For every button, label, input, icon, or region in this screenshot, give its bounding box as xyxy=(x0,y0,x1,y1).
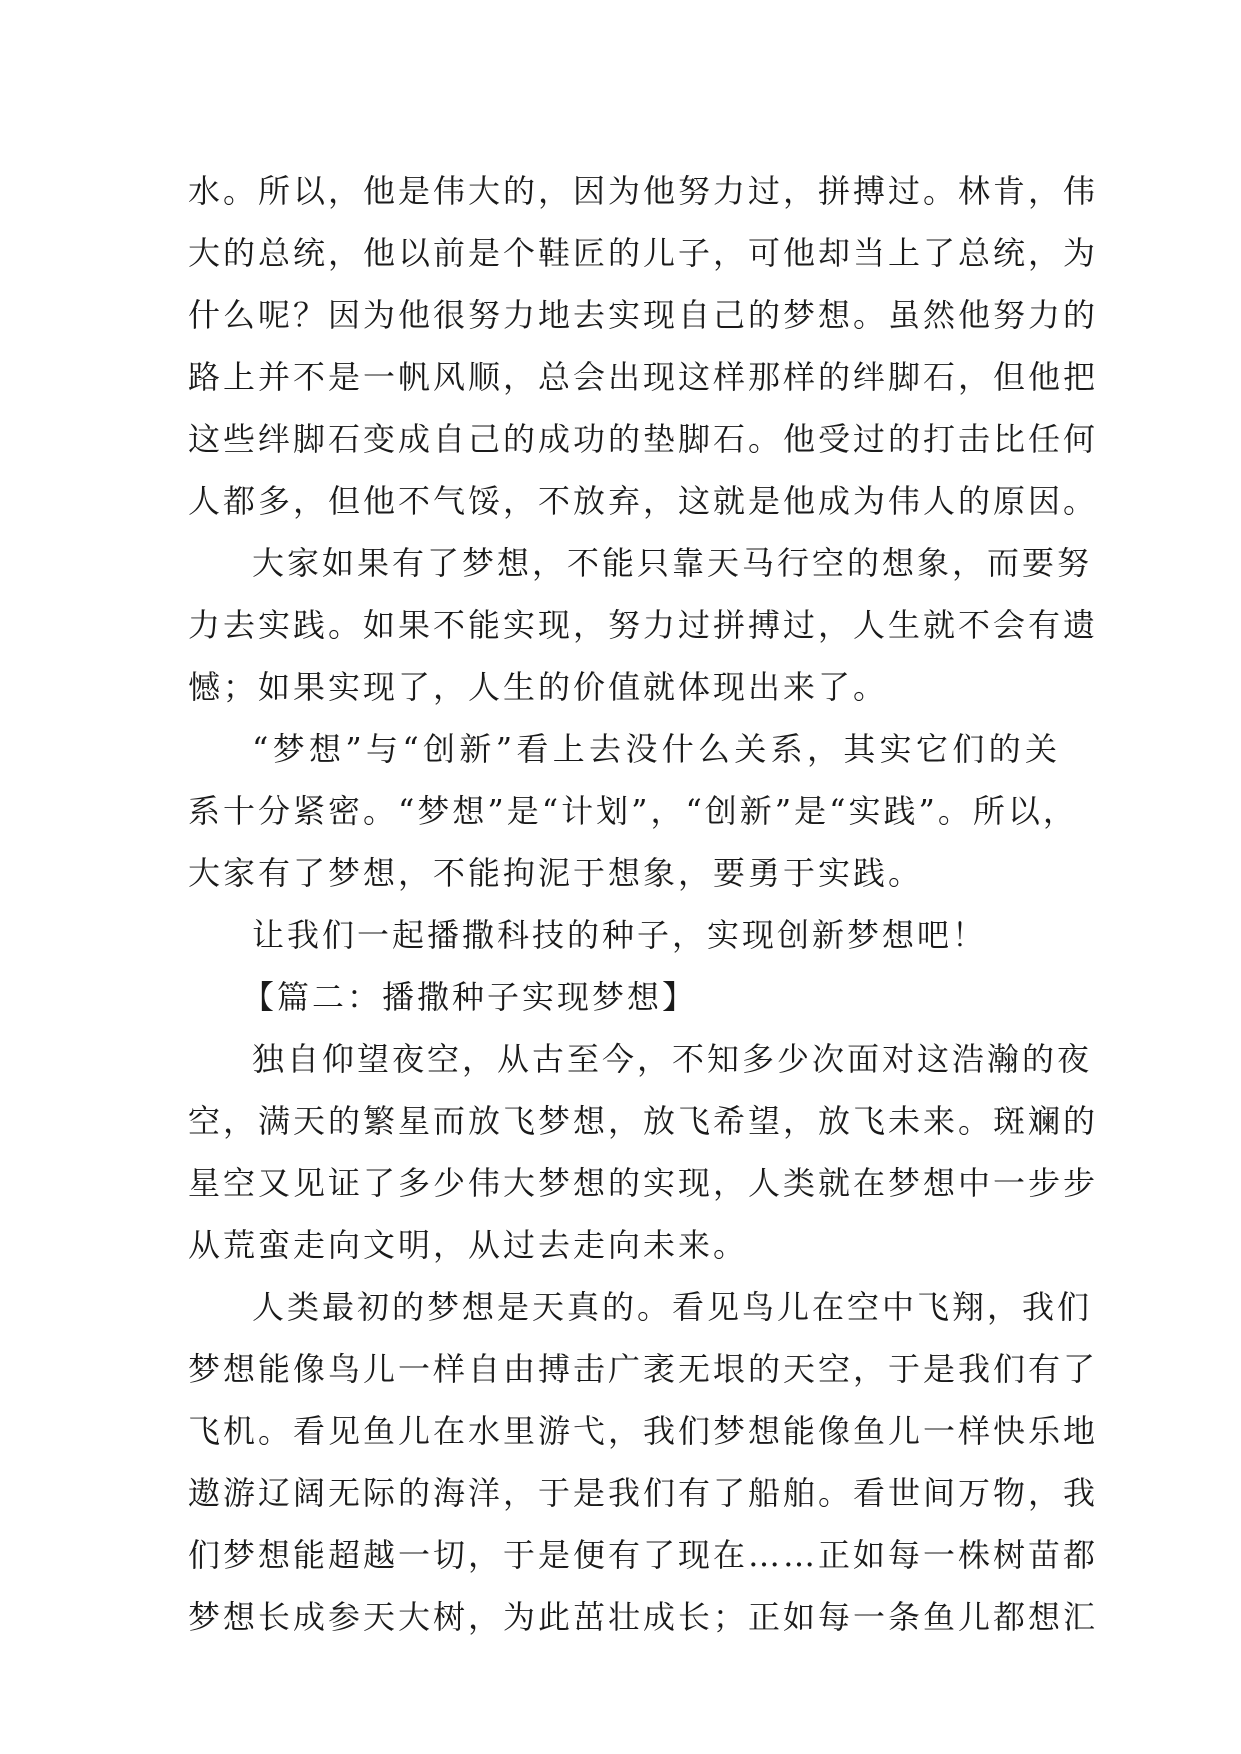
text-line: 力去实践。如果不能实现，努力过拼搏过，人生就不会有遗 xyxy=(188,606,1099,644)
text-line: 空，满天的繁星而放飞梦想，放飞希望，放飞未来。斑斓的 xyxy=(188,1102,1099,1140)
text-line: 飞机。看见鱼儿在水里游弋，我们梦想能像鱼儿一样快乐地 xyxy=(188,1412,1099,1450)
body-text xyxy=(188,160,1099,1648)
text-line: 水。所以，他是伟大的，因为他努力过，拼搏过。林肯，伟 xyxy=(188,172,1099,210)
paragraph-start-line: 独自仰望夜空，从古至今，不知多少次面对这浩瀚的夜 xyxy=(252,1040,1093,1078)
paragraph-start-line: 人类最初的梦想是天真的。看见鸟儿在空中飞翔，我们 xyxy=(252,1288,1093,1326)
paragraph-start-line: 大家如果有了梦想，不能只靠天马行空的想象，而要努 xyxy=(252,544,1093,582)
text-line: 遨游辽阔无际的海洋，于是我们有了船舶。看世间万物，我 xyxy=(188,1474,1099,1512)
text-line: 梦想长成参天大树，为此茁壮成长；正如每一条鱼儿都想汇 xyxy=(188,1598,1099,1636)
text-line: 什么呢？因为他很努力地去实现自己的梦想。虽然他努力的 xyxy=(188,296,1099,334)
paragraph-end-line: 从荒蛮走向文明，从过去走向未来。 xyxy=(188,1226,749,1264)
text-line: 星空又见证了多少伟大梦想的实现，人类就在梦想中一步步 xyxy=(188,1164,1099,1202)
text-line: 大的总统，他以前是个鞋匠的儿子，可他却当上了总统，为 xyxy=(188,234,1099,272)
text-line: 们梦想能超越一切，于是便有了现在……正如每一株树苗都 xyxy=(188,1536,1099,1574)
text-line: 路上并不是一帆风顺，总会出现这样那样的绊脚石，但他把 xyxy=(188,358,1099,396)
text-line: 这些绊脚石变成自己的成功的垫脚石。他受过的打击比任何 xyxy=(188,420,1099,458)
text-line: 人都多，但他不气馁，不放弃，这就是他成为伟人的原因。 xyxy=(188,482,1099,520)
paragraph-end-line: 大家有了梦想，不能拘泥于想象，要勇于实践。 xyxy=(188,854,924,892)
paragraph-single-line: 让我们一起播撒科技的种子，实现创新梦想吧！ xyxy=(252,916,988,954)
text-line: 梦想能像鸟儿一样自由搏击广袤无垠的天空，于是我们有了 xyxy=(188,1350,1099,1388)
paragraph-end-line: 憾；如果实现了，人生的价值就体现出来了。 xyxy=(188,668,889,706)
section-heading: 【篇二：播撒种子实现梦想】 xyxy=(242,978,698,1016)
text-line: 系十分紧密。“梦想”是“计划”，“创新”是“实践”。所以， xyxy=(188,792,1078,830)
paragraph-start-line: “梦想”与“创新”看上去没什么关系，其实它们的关 xyxy=(252,730,1060,768)
